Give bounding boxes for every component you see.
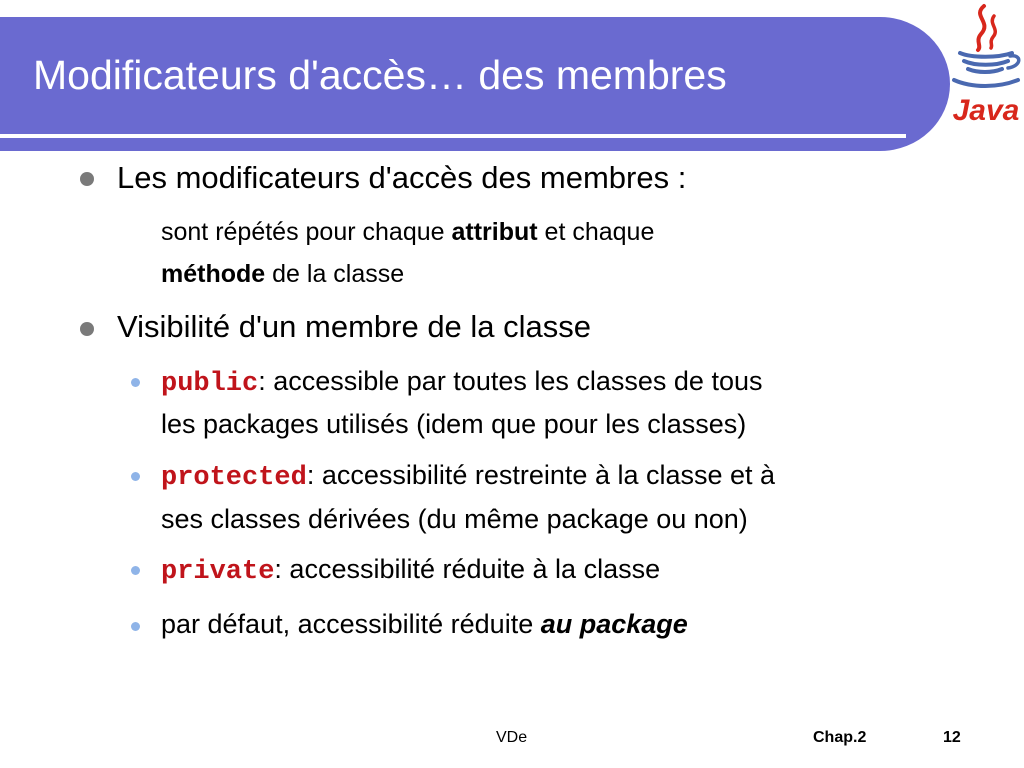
sub-bullet-default-line-1 [161, 609, 688, 639]
sub-bullet-protected-line-1 [161, 460, 775, 493]
keyword-public: public [161, 369, 259, 399]
sub-bullet-dot [131, 378, 140, 387]
sub-bullet-text: par défaut, accessibilité réduite [161, 609, 541, 639]
note-emphasis-attribut: attribut [451, 218, 538, 246]
java-logo [948, 2, 1024, 128]
sub-bullet-text: : accessible par toutes les classes de tous [258, 366, 763, 396]
java-logo-text: Java [952, 94, 1020, 127]
footer-chapter: Chap.2 [813, 729, 867, 746]
sub-bullet-public-line-1 [161, 366, 762, 399]
slide-title: Modificateurs d'accès… des membres [33, 52, 727, 98]
keyword-private: private [161, 557, 275, 587]
note-text: sont répétés pour chaque [161, 218, 452, 246]
sub-bullet-dot [131, 566, 140, 575]
sub-bullet-dot [131, 622, 140, 631]
bullet-dot [80, 322, 94, 336]
sub-bullet-private-line-1 [161, 554, 660, 587]
footer-page-number: 12 [943, 729, 961, 746]
bullet-dot [80, 172, 94, 186]
sub-bullet-public-line-2: les packages utilisés (idem que pour les classes) [161, 409, 747, 439]
sub-bullet-protected-line-2: ses classes dérivées (du même package ou non) [161, 504, 748, 534]
title-underline [0, 134, 906, 138]
java-coffee-cup-icon [948, 2, 1024, 128]
bullet-1-note-line-1 [161, 217, 654, 247]
emphasis-au-package: au package [540, 609, 688, 639]
keyword-protected: protected [161, 463, 307, 493]
sub-bullet-dot [131, 472, 140, 481]
note-text: de la classe [265, 260, 405, 288]
note-text: et chaque [537, 218, 655, 246]
bullet-1-note-line-2 [161, 259, 404, 289]
bullet-1-text: Les modificateurs d'accès des membres : [117, 160, 687, 195]
sub-bullet-text: : accessibilité restreinte à la classe et à [306, 460, 776, 490]
footer-author: VDe [496, 729, 528, 746]
sub-bullet-text: : accessibilité réduite à la classe [274, 554, 661, 584]
bullet-2-text: Visibilité d'un membre de la classe [117, 309, 592, 344]
note-emphasis-methode: méthode [161, 260, 266, 288]
